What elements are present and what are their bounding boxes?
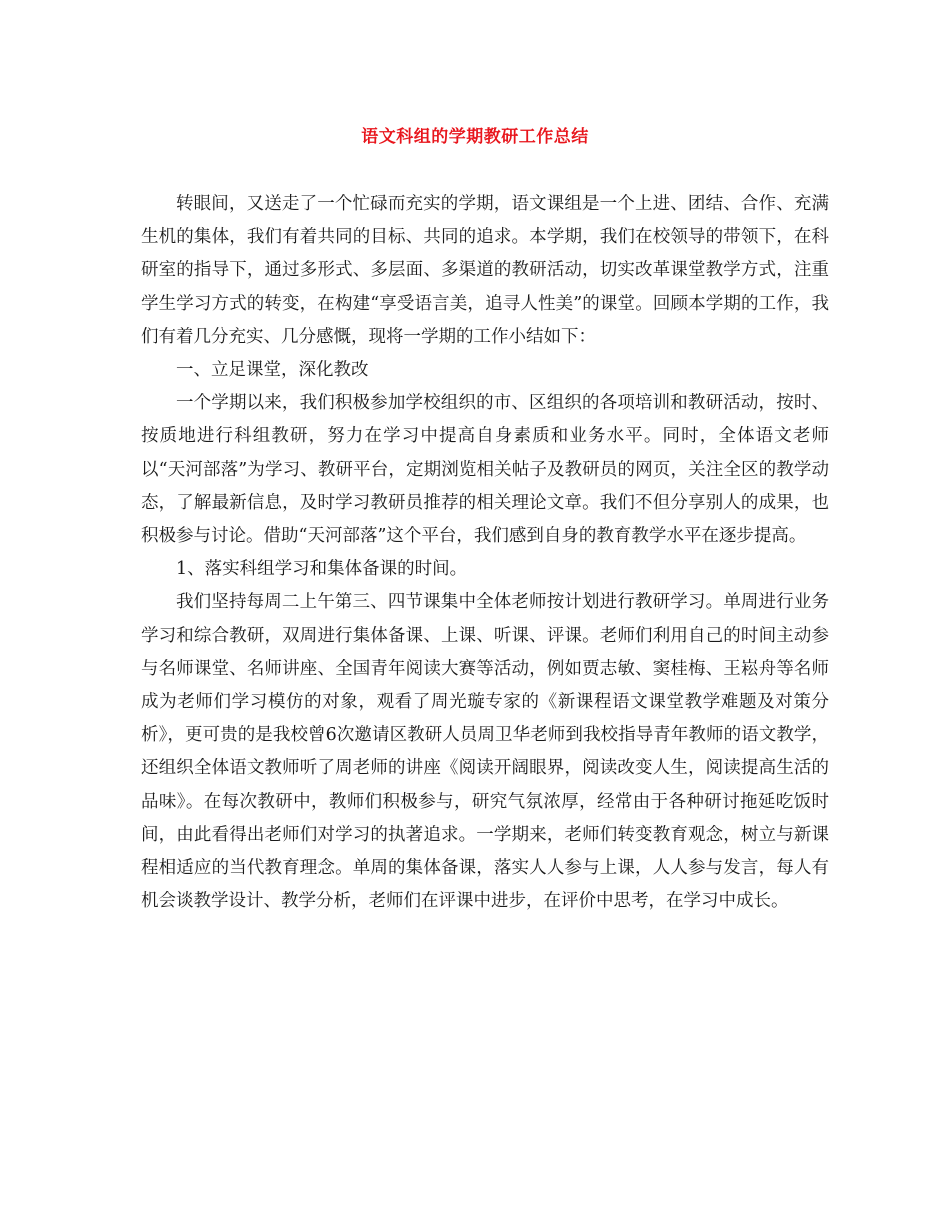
paragraph-intro: 转眼间，又送走了一个忙碌而充实的学期，语文课组是一个上进、团结、合作、充满生机的集体，我们有着共同的目标、共同的追求。本学期，我们在校领导的带领下，在科研室的指导下，通过多形式、多层面、多渠道的教研活动，切实改革课堂教学方式，注重学生学习方式的转变，在构建“享受语言美，追寻人性美”的课堂。回顾本学期的工作，我们有着几分充实、几分感慨，现将一学期的工作小结如下： [141, 194, 829, 347]
paragraph-subsection-1: 我们坚持每周二上午第三、四节课集中全体老师按计划进行教研学习。单周进行业务学习和综合教研，双周进行集体备课、上课、听课、评课。老师们利用自己的时间主动参与名师课堂、名师讲座、全国青年阅读大赛等活动，例如贾志敏、窦桂梅、王崧舟等名师成为老师们学习模仿的对象，观看了周光璇专家的《新课程语文课堂教学难题及对策分析》，更可贵的是我校曾6次邀请区教研人员周卫华老师到我校指导青年教师的语文教学，还组织全体语文教师听了周老师的讲座《阅读开阔眼界，阅读改变人生，阅读提高生活的品味》。在每次教研中，教师们积极参与，研究气氛浓厚，经常由于各种研讨拖延吃饭时间，由此看得出老师们对学习的执著追求。一学期来，老师们转变教育观念，树立与新课程相适应的当代教育理念。单周的集体备课，落实人人参与上课，人人参与发言，每人有机会谈教学设计、教学分析，老师们在评课中进步，在评价中思考，在学习中成长。 [141, 592, 829, 912]
section-heading-1: 一、立足课堂，深化教改 [176, 360, 369, 381]
document-title: 语文科组的学期教研工作总结 [361, 127, 589, 147]
document-body [141, 188, 829, 918]
subsection-heading-1: 1、落实科组学习和集体备课的时间。 [176, 559, 468, 580]
paragraph-section-1: 一个学期以来，我们积极参加学校组织的市、区组织的各项培训和教研活动，按时、按质地进行科组教研，努力在学习中提高自身素质和业务水平。同时，全体语文老师以“天河部落”为学习、教研平台，定期浏览相关帖子及教研员的网页，关注全区的教学动态，了解最新信息，及时学习教研员推荐的相关理论文章。我们不但分享别人的成果，也积极参与讨论。借助“天河部落”这个平台，我们感到自身的教育教学水平在逐步提高。 [141, 393, 829, 547]
